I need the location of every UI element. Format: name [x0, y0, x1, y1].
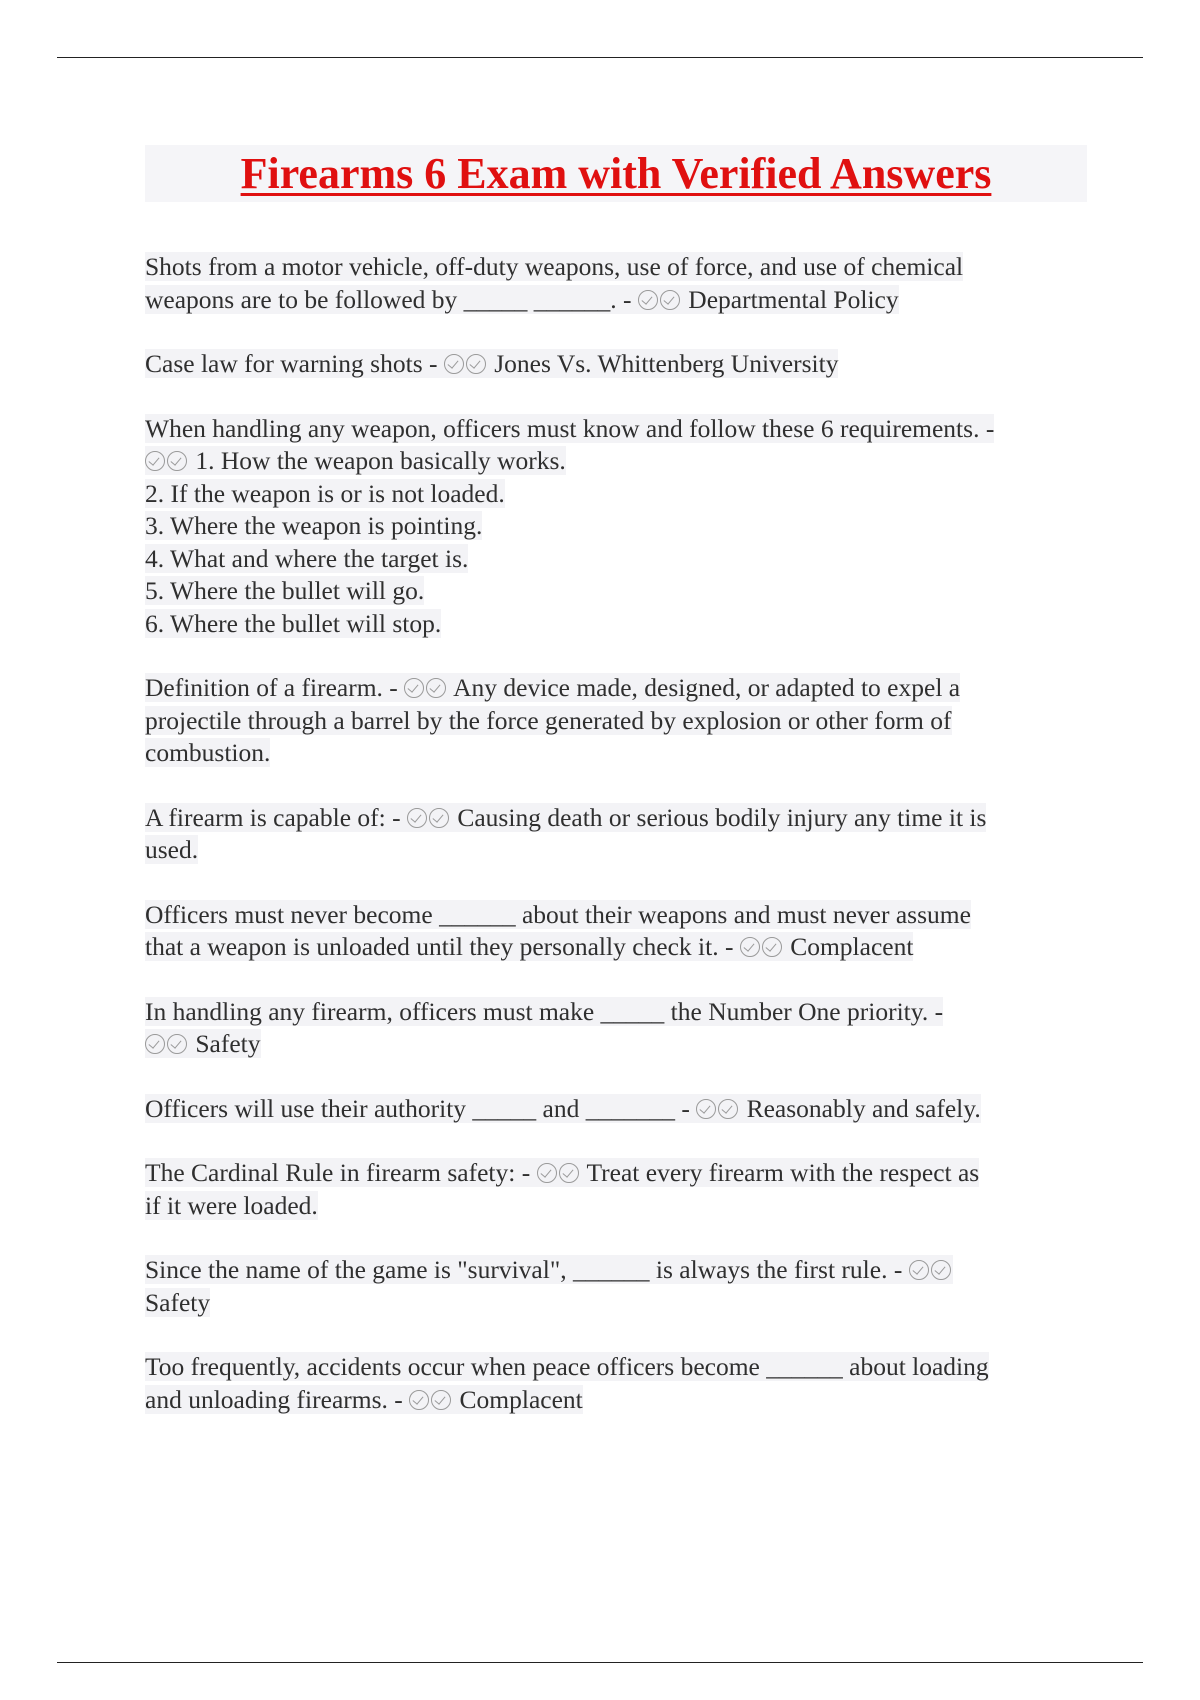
qa-line-text — [145, 932, 913, 961]
qa-line — [145, 1384, 1087, 1417]
qa-text: combustion. — [145, 738, 271, 767]
qa-line-text — [145, 1158, 979, 1187]
check-circle-icon — [718, 1099, 738, 1119]
qa-answer: Reasonably and safely. — [740, 1093, 981, 1123]
check-circle-icon — [931, 1260, 951, 1280]
qa-text: 6. Where the bullet will stop. — [145, 608, 442, 638]
qa-line-text — [145, 803, 986, 832]
check-circle-icon — [559, 1163, 579, 1183]
qa-line — [145, 996, 1087, 1029]
top-rule — [57, 57, 1143, 58]
qa-answer: Safety — [189, 1029, 261, 1058]
qa-text: The Cardinal Rule in firearm safety: - — [145, 1158, 537, 1187]
check-circle-icon — [638, 290, 658, 310]
check-circle-icon — [167, 451, 187, 471]
check-circle-icon — [762, 937, 782, 957]
qa-item — [145, 348, 1087, 381]
qa-list — [145, 251, 1087, 1416]
qa-line-text — [145, 285, 899, 314]
check-circle-icon — [167, 1034, 187, 1054]
qa-line-text — [145, 479, 505, 508]
check-circle-icon — [409, 1390, 429, 1410]
qa-line-text — [145, 997, 943, 1026]
qa-line-text — [145, 446, 566, 475]
check-circle-icon — [909, 1260, 929, 1280]
qa-line-text — [145, 1029, 261, 1058]
qa-line-text — [145, 900, 971, 929]
qa-answer: Causing death or serious bodily injury any time it is — [450, 802, 987, 832]
check-circle-icon — [431, 1390, 451, 1410]
double-check-icon — [740, 932, 784, 961]
qa-line-text — [145, 738, 270, 767]
qa-line — [145, 834, 1087, 867]
qa-text: Case law for warning shots - — [145, 349, 444, 378]
qa-item — [145, 1351, 1087, 1416]
qa-text: and unloading firearms. - — [145, 1384, 410, 1414]
qa-line-text — [145, 1385, 583, 1414]
qa-answer: Treat every firearm with the respect as — [580, 1158, 980, 1187]
qa-text: Officers must never become ______ about their weapons and must never assume — [145, 899, 971, 929]
check-circle-icon — [429, 808, 449, 828]
qa-text: 3. Where the weapon is pointing. — [145, 511, 483, 540]
bottom-rule — [57, 1662, 1143, 1663]
qa-text: Officers will use their authority _____ and _______ - — [145, 1093, 697, 1123]
check-circle-icon — [660, 290, 680, 310]
double-check-icon — [444, 349, 488, 378]
qa-line — [145, 1028, 1087, 1061]
qa-line — [145, 1190, 1087, 1223]
qa-text: 5. Where the bullet will go. — [145, 576, 425, 605]
qa-line-text — [145, 511, 482, 540]
qa-item — [145, 251, 1087, 316]
qa-line-text — [145, 1094, 981, 1123]
qa-line-text — [145, 706, 952, 735]
qa-answer: Complacent — [453, 1384, 583, 1414]
qa-item — [145, 1157, 1087, 1222]
check-circle-icon — [145, 451, 165, 471]
qa-line — [145, 251, 1087, 284]
qa-line-text — [145, 1191, 318, 1220]
check-circle-icon — [404, 678, 424, 698]
qa-line — [145, 1287, 1087, 1320]
qa-text: Shots from a motor vehicle, off-duty weapons, use of force, and use of chemical — [145, 252, 964, 281]
qa-text: that a weapon is unloaded until they personally check it. - — [145, 932, 740, 961]
check-circle-icon — [444, 354, 464, 374]
double-check-icon — [638, 285, 682, 314]
qa-line — [145, 478, 1087, 511]
double-check-icon — [404, 673, 448, 702]
double-check-icon — [537, 1158, 581, 1187]
qa-text: used. — [145, 835, 199, 864]
qa-item — [145, 899, 1087, 964]
qa-line — [145, 1351, 1087, 1384]
qa-line — [145, 737, 1087, 770]
qa-line — [145, 445, 1087, 478]
qa-line — [145, 931, 1087, 964]
qa-answer: Any device made, designed, or adapted to expel a — [448, 673, 961, 702]
qa-item — [145, 802, 1087, 867]
qa-item — [145, 1093, 1087, 1126]
qa-line — [145, 705, 1087, 738]
document-body — [145, 145, 1087, 1448]
qa-line — [145, 284, 1087, 317]
qa-answer: Departmental Policy — [681, 284, 899, 314]
qa-item — [145, 1254, 1087, 1319]
qa-line — [145, 672, 1087, 705]
check-circle-icon — [407, 808, 427, 828]
qa-text: 2. If the weapon is or is not loaded. — [145, 478, 505, 508]
qa-text: A firearm is capable of: - — [145, 802, 407, 832]
qa-line-text — [145, 1352, 989, 1381]
qa-line-text — [145, 544, 468, 573]
qa-text: In handling any firearm, officers must make _____ the Number One priority. - — [145, 996, 944, 1026]
qa-line — [145, 413, 1087, 446]
qa-text: projectile through a barrel by the force generated by explosion or other form of — [145, 705, 952, 735]
qa-line-text — [145, 576, 424, 605]
double-check-icon — [145, 1029, 189, 1058]
qa-text: Definition of a firearm. - — [145, 673, 405, 702]
qa-line — [145, 899, 1087, 932]
qa-line — [145, 1157, 1087, 1190]
check-circle-icon — [466, 354, 486, 374]
check-circle-icon — [426, 678, 446, 698]
qa-answer: Complacent — [783, 932, 914, 961]
qa-text: When handling any weapon, officers must know and follow these 6 requirements. - — [145, 413, 995, 443]
qa-line — [145, 1093, 1087, 1126]
qa-item — [145, 996, 1087, 1061]
check-circle-icon — [696, 1099, 716, 1119]
qa-line-text — [145, 1288, 210, 1317]
qa-text: weapons are to be followed by _____ ______. - — [145, 284, 638, 314]
qa-item — [145, 413, 1087, 641]
qa-line — [145, 1254, 1087, 1287]
check-circle-icon — [740, 937, 760, 957]
page-title: Firearms 6 Exam with Verified Answers — [240, 148, 992, 198]
qa-answer: Jones Vs. Whittenberg University — [487, 349, 839, 378]
qa-line — [145, 510, 1087, 543]
double-check-icon — [696, 1094, 740, 1123]
double-check-icon — [145, 446, 189, 475]
title-banner — [145, 145, 1087, 202]
qa-line-text — [145, 673, 960, 702]
check-circle-icon — [145, 1034, 165, 1054]
double-check-icon — [409, 1385, 453, 1414]
qa-line — [145, 348, 1087, 381]
qa-line — [145, 608, 1087, 641]
qa-text: 4. What and where the target is. — [145, 543, 469, 573]
double-check-icon — [909, 1255, 953, 1284]
qa-line-text — [145, 414, 994, 443]
qa-line-text — [145, 1255, 953, 1284]
qa-text: if it were loaded. — [145, 1190, 318, 1220]
qa-text: Too frequently, accidents occur when peace officers become ______ about loading — [145, 1352, 989, 1381]
qa-line-text — [145, 609, 441, 638]
qa-answer: 1. How the weapon basically works. — [189, 446, 566, 475]
qa-text: Safety — [145, 1287, 211, 1317]
qa-line — [145, 543, 1087, 576]
qa-line-text — [145, 835, 198, 864]
qa-line-text — [145, 349, 838, 378]
double-check-icon — [407, 803, 451, 832]
qa-line — [145, 802, 1087, 835]
check-circle-icon — [537, 1163, 557, 1183]
qa-item — [145, 672, 1087, 770]
qa-text: Since the name of the game is "survival", ______ is always the first rule. - — [145, 1255, 909, 1284]
qa-line-text — [145, 252, 963, 281]
qa-line — [145, 575, 1087, 608]
